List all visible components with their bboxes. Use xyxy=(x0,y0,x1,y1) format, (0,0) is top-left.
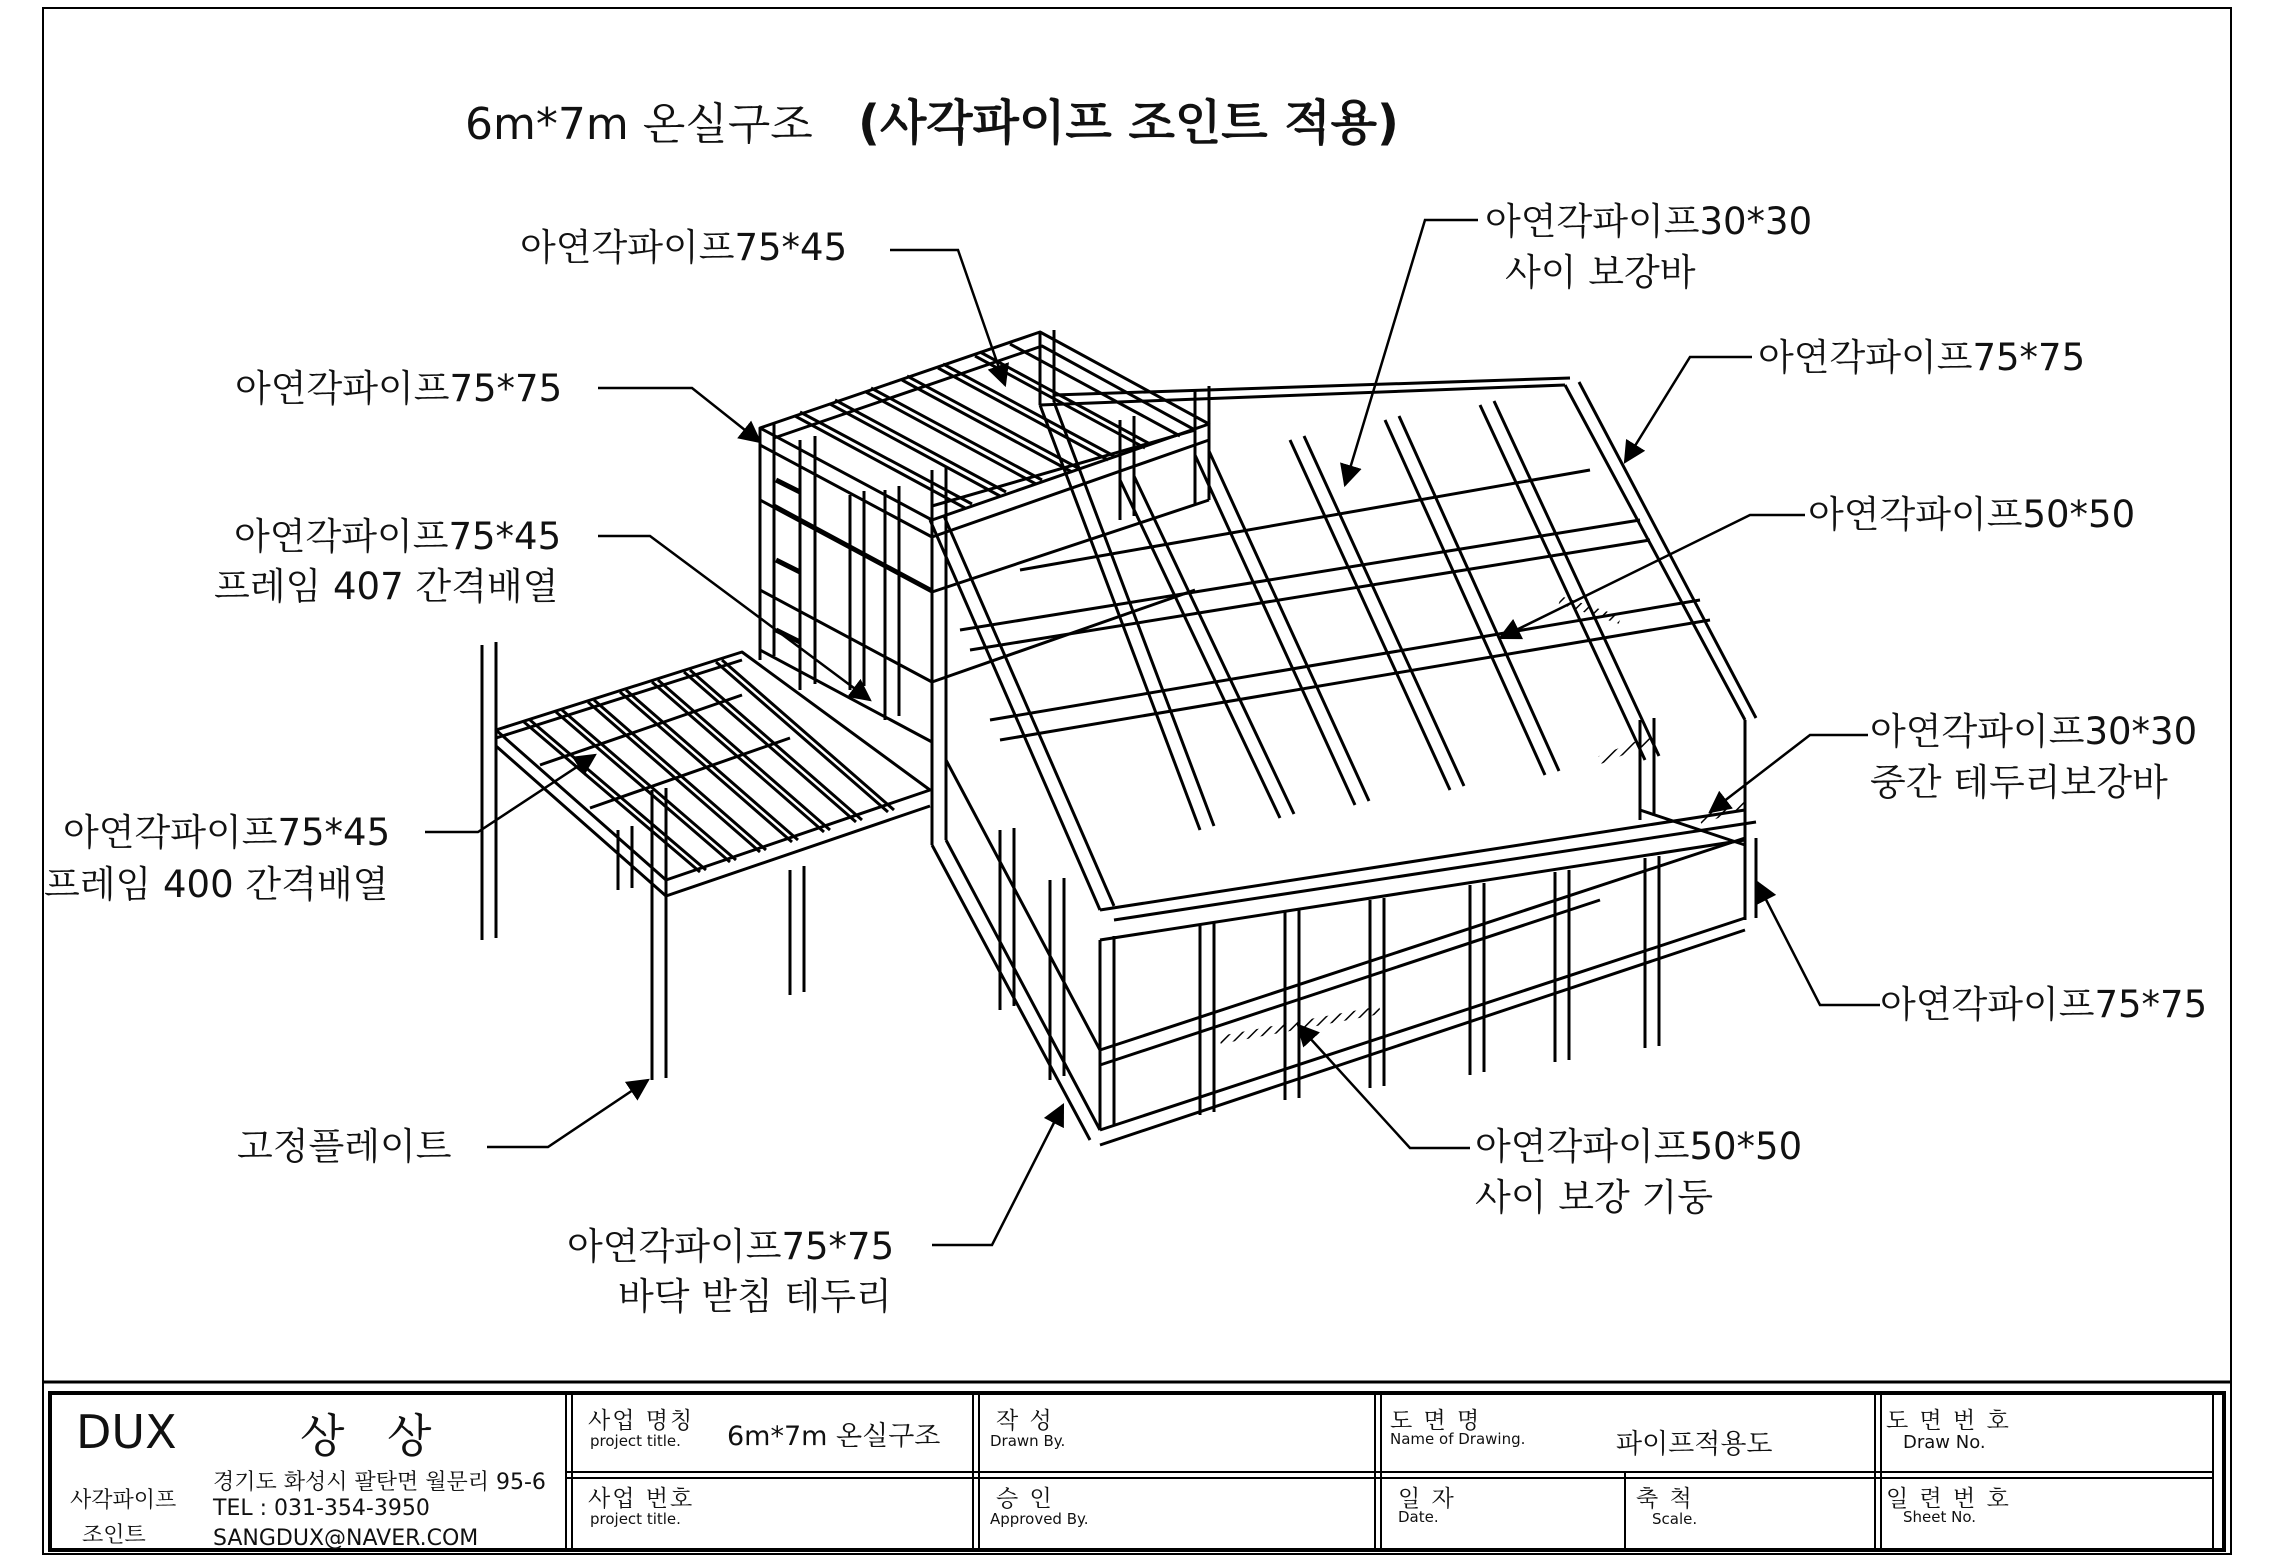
project-name-sub: project title. xyxy=(590,1432,681,1450)
drawn-by-label: 작 성 xyxy=(996,1408,1054,1434)
sheet-number-sub: Sheet No. xyxy=(1903,1508,1977,1526)
drawing-name-label: 도 면 명 xyxy=(1390,1408,1482,1434)
deck-frame xyxy=(482,642,930,1080)
project-number-label: 사업 번호 xyxy=(588,1486,695,1512)
label-pipe-75x75-bottom-right: 아연각파이프75*75 xyxy=(1880,983,2208,1026)
project-number-sub: project title. xyxy=(590,1510,681,1528)
company-email: SANGDUX@NAVER.COM xyxy=(213,1526,479,1551)
product-line-1: 사각파이프 xyxy=(70,1488,177,1513)
label-pipe-30x30-top: 아연각파이프30*30 xyxy=(1485,200,1813,243)
company-logo-text: DUX xyxy=(76,1405,177,1459)
label-reinforcement-bar: 사이 보강바 xyxy=(1505,251,1696,294)
label-pipe-50x50-right: 아연각파이프50*50 xyxy=(1808,493,2136,536)
label-pipe-50x50-bottom: 아연각파이프50*50 xyxy=(1475,1125,1803,1168)
label-reinforcement-post: 사이 보강 기둥 xyxy=(1475,1176,1713,1219)
label-mid-edge-bar: 중간 테두리보강바 xyxy=(1870,761,2168,804)
label-pipe-30x30-mid: 아연각파이프30*30 xyxy=(1870,710,2198,753)
project-name-value: 6m*7m 온실구조 xyxy=(727,1421,941,1452)
approved-by-label: 승 인 xyxy=(996,1486,1054,1512)
label-pipe-75x75-right: 아연각파이프75*75 xyxy=(1758,336,2086,379)
label-base-support-edge: 바닥 받침 테두리 xyxy=(618,1275,892,1318)
sheet-number-label: 일 련 번 호 xyxy=(1886,1486,2011,1512)
label-pipe-75x45-top: 아연각파이프75*45 xyxy=(520,226,848,269)
product-line-2: 조인트 xyxy=(82,1523,146,1548)
leader-lines xyxy=(425,220,1880,1245)
label-pipe-75x75-base: 아연각파이프75*75 xyxy=(567,1225,895,1268)
label-pipe-75x45-frame400: 아연각파이프75*45 xyxy=(63,811,391,854)
label-fixing-plate: 고정플레이트 xyxy=(237,1125,452,1168)
drawing-title: 6m*7m 온실구조 xyxy=(465,99,813,150)
drawing-title-emphasis: (사각파이프 조인트 적용) xyxy=(858,95,1399,151)
label-pipe-75x75-left: 아연각파이프75*75 xyxy=(235,367,563,410)
company-korean-name: 상 상 xyxy=(300,1409,446,1463)
company-address: 경기도 화성시 팔탄면 월문리 95-6 xyxy=(213,1470,546,1495)
date-sub: Date. xyxy=(1398,1508,1439,1526)
draw-number-label: 도 면 번 호 xyxy=(1886,1408,2011,1434)
draw-number-sub: Draw No. xyxy=(1903,1432,1986,1453)
drawn-by-sub: Drawn By. xyxy=(990,1432,1066,1450)
scale-label: 축 척 xyxy=(1636,1486,1694,1512)
company-tel: TEL : 031-354-3950 xyxy=(213,1496,430,1521)
cabin-frame xyxy=(760,330,1209,845)
label-pipe-75x45-frame407: 아연각파이프75*45 xyxy=(234,515,562,558)
approved-by-sub: Approved By. xyxy=(990,1510,1089,1528)
label-frame400-spacing: 프레임 400 간격배열 xyxy=(44,863,389,906)
project-name-label: 사업 명칭 xyxy=(588,1408,695,1434)
label-frame407-spacing: 프레임 407 간격배열 xyxy=(214,565,559,608)
date-label: 일 자 xyxy=(1398,1486,1456,1512)
drawing-name-value: 파이프적용도 xyxy=(1616,1429,1773,1460)
greenhouse-structure xyxy=(482,330,1756,1145)
scale-sub: Scale. xyxy=(1652,1510,1698,1528)
drawing-name-sub: Name of Drawing. xyxy=(1390,1430,1526,1448)
